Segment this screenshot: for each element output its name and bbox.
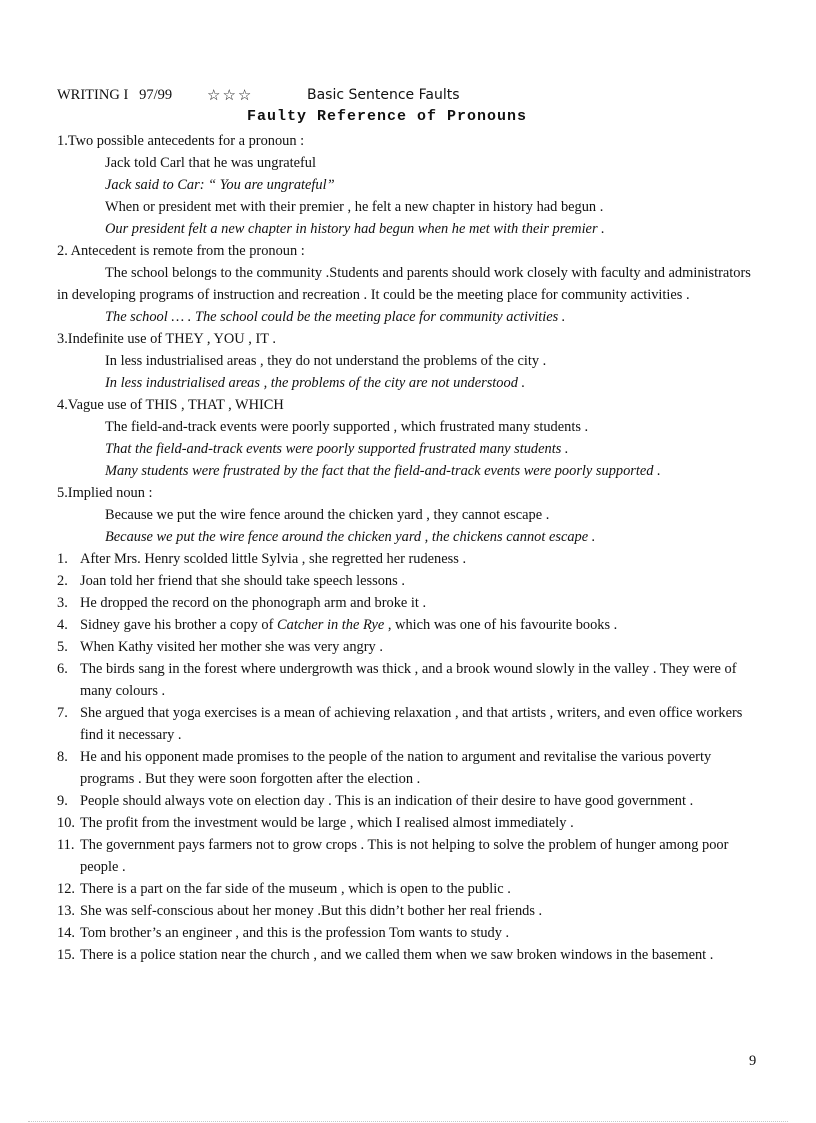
exercise-number: 8. <box>57 749 68 765</box>
exercise-text-part: He and his opponent made promises to the people of the nation to argument and revitalise the various poverty programs . But they were soon forgotten after the election . <box>80 749 712 787</box>
exercise-text-part: She argued that yoga exercises is a mean of achieving relaxation , and that artists , writers, and even office workers find it necessary . <box>80 705 743 743</box>
corrected-sentence: In less industrialised areas , the problems of the city are not understood . <box>105 375 526 391</box>
exercise-text <box>80 636 762 658</box>
exercise-item <box>57 614 762 636</box>
exercise-text-part: Joan told her friend that she should take speech lessons . <box>80 573 405 589</box>
exercise-number: 4. <box>57 617 68 633</box>
exercise-item <box>57 592 762 614</box>
rule-paragraph: The school belongs to the community .Students and parents should work closely with faculty and administrators in developing programs of instruction and recreation . It could be the meeting place for community activities . <box>57 265 751 303</box>
exercise-text-part: The profit from the investment would be large , which I realised almost immediately . <box>80 815 574 831</box>
exercise-item <box>57 922 762 944</box>
exercise-text <box>80 746 762 790</box>
book-title: Catcher in the Rye <box>277 617 385 633</box>
exercise-number: 6. <box>57 661 68 677</box>
exercise-item <box>57 944 762 966</box>
course-label: WRITING I 97/99 <box>57 87 173 103</box>
page-header <box>57 87 757 127</box>
exercise-text-part: There is a police station near the church , and we called them when we saw broken windows in the basement . <box>80 947 714 963</box>
rule-heading: 5.Implied noun : <box>57 485 153 501</box>
exercise-item <box>57 790 762 812</box>
exercise-number: 10. <box>57 815 75 831</box>
rules-section <box>57 130 762 548</box>
exercise-text-part: The birds sang in the forest where undergrowth was thick , and a brook wound slowly in the valley . They were of many colours . <box>80 661 737 699</box>
faulty-sentence: In less industrialised areas , they do not understand the problems of the city . <box>105 353 547 369</box>
exercise-text-part: There is a part on the far side of the museum , which is open to the public . <box>80 881 511 897</box>
rule-block <box>57 328 762 394</box>
corrected-sentence: That the field-and-track events were poorly supported frustrated many students . <box>105 441 569 457</box>
document-body <box>57 130 762 966</box>
exercise-number: 12. <box>57 881 75 897</box>
exercise-number: 15. <box>57 947 75 963</box>
exercise-item <box>57 548 762 570</box>
rule-heading: 4.Vague use of THIS , THAT , WHICH <box>57 397 284 413</box>
exercise-text-part: , which was one of his favourite books . <box>384 617 618 633</box>
faulty-sentence: When or president met with their premier , he felt a new chapter in history had begun . <box>105 199 604 215</box>
exercise-item <box>57 834 762 878</box>
exercises-section <box>57 548 762 966</box>
page-footer-divider <box>28 1121 788 1122</box>
rule-heading: 3.Indefinite use of THEY , YOU , IT . <box>57 331 277 347</box>
exercise-item <box>57 812 762 834</box>
rule-block <box>57 394 762 482</box>
exercise-number: 7. <box>57 705 68 721</box>
exercise-number: 13. <box>57 903 75 919</box>
exercise-item <box>57 702 762 746</box>
exercise-text <box>80 592 762 614</box>
exercise-text-part: After Mrs. Henry scolded little Sylvia , she regretted her rudeness . <box>80 551 467 567</box>
rule-heading: 1.Two possible antecedents for a pronoun : <box>57 133 305 149</box>
page-title: Faulty Reference of Pronouns <box>247 108 528 125</box>
faulty-sentence: The field-and-track events were poorly supported , which frustrated many students . <box>105 419 589 435</box>
exercise-text <box>80 900 762 922</box>
exercise-text-part: Sidney gave his brother a copy of <box>80 617 278 633</box>
exercise-text <box>80 658 762 702</box>
exercise-number: 1. <box>57 551 68 567</box>
exercise-item <box>57 636 762 658</box>
exercise-text <box>80 944 762 966</box>
page-number: 9 <box>749 1053 757 1069</box>
exercise-number: 5. <box>57 639 68 655</box>
exercise-number: 14. <box>57 925 75 941</box>
exercise-text <box>80 570 762 592</box>
rule-block <box>57 240 762 328</box>
corrected-sentence: The school … . The school could be the meeting place for community activities . <box>105 309 566 325</box>
corrected-sentence: Our president felt a new chapter in history had begun when he met with their premier . <box>105 221 605 237</box>
exercise-text <box>80 878 762 900</box>
exercise-item <box>57 570 762 592</box>
exercise-text-part: He dropped the record on the phonograph arm and broke it . <box>80 595 427 611</box>
rule-block <box>57 130 762 240</box>
exercise-number: 3. <box>57 595 68 611</box>
exercise-item <box>57 900 762 922</box>
exercise-item <box>57 878 762 900</box>
exercise-number: 11. <box>57 837 75 853</box>
exercise-text <box>80 812 762 834</box>
exercise-text-part: Tom brother’s an engineer , and this is the profession Tom wants to study . <box>80 925 510 941</box>
exercise-text-part: She was self-conscious about her money .But this didn’t bother her real friends . <box>80 903 543 919</box>
rule-heading: 2. Antecedent is remote from the pronoun : <box>57 243 305 259</box>
corrected-sentence: Because we put the wire fence around the chicken yard , the chickens cannot escape . <box>105 529 596 545</box>
exercise-text <box>80 614 762 636</box>
exercise-number: 2. <box>57 573 68 589</box>
exercise-text <box>80 922 762 944</box>
faulty-sentence: Jack told Carl that he was ungrateful <box>105 155 316 171</box>
rule-block <box>57 482 762 548</box>
exercise-text <box>80 834 762 878</box>
corrected-sentence: Many students were frustrated by the fact that the field-and-track events were poorly supported . <box>105 463 661 479</box>
exercise-text <box>80 702 762 746</box>
star-rating-icon: ☆☆☆ <box>207 88 254 104</box>
exercise-text <box>80 548 762 570</box>
exercise-text-part: People should always vote on election day . This is an indication of their desire to have good government . <box>80 793 694 809</box>
faulty-sentence: Because we put the wire fence around the chicken yard , they cannot escape . <box>105 507 550 523</box>
section-subtitle: Basic Sentence Faults <box>307 87 460 103</box>
exercise-number: 9. <box>57 793 68 809</box>
exercise-item <box>57 746 762 790</box>
exercise-item <box>57 658 762 702</box>
corrected-sentence: Jack said to Car: “ You are ungrateful” <box>105 177 335 193</box>
exercise-text <box>80 790 762 812</box>
exercise-text-part: When Kathy visited her mother she was very angry . <box>80 639 383 655</box>
exercise-text-part: The government pays farmers not to grow crops . This is not helping to solve the problem of hunger among poor people . <box>80 837 729 875</box>
